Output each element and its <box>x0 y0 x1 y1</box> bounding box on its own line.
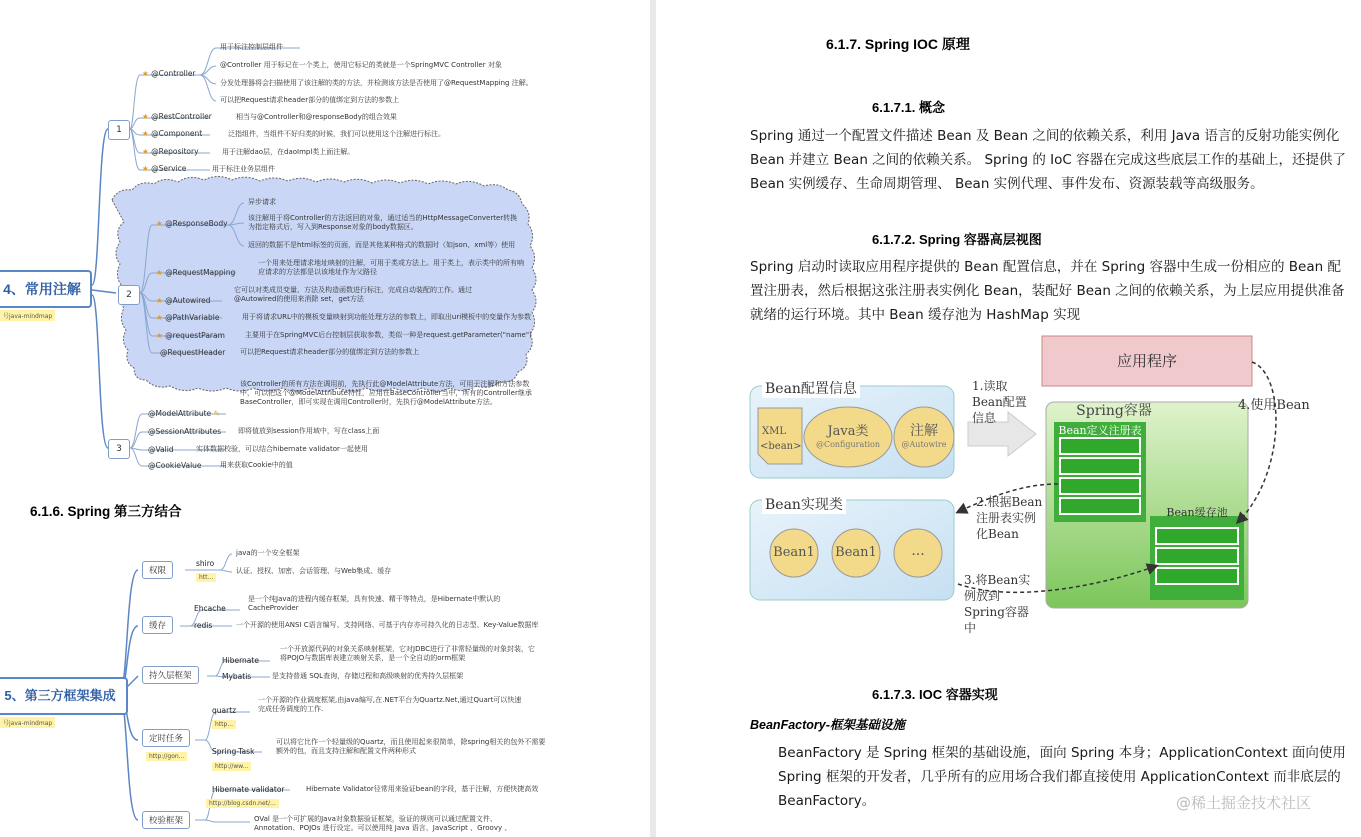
annotation-controller: ★ @Controller <box>142 69 196 78</box>
diagram-app-label: 应用程序 <box>1116 352 1177 370</box>
link-note: http... <box>212 720 236 729</box>
annotation-sessionattributes: @SessionAttributes <box>148 427 222 436</box>
framework-desc: 是一个纯Java的进程内缓存框架，具有快速、精干等特点，是Hibernate中默认的CacheProvider <box>248 595 501 612</box>
framework-name: Ehcache <box>194 604 226 613</box>
right-page <box>656 0 1361 837</box>
link-note: htt... <box>196 573 216 582</box>
framework-name: quartz <box>212 706 237 715</box>
framework-name: redis <box>194 621 213 630</box>
annotation-desc: 该注解用于将Controller的方法返回的对象，通过适当的HttpMessageConverter转换为指定格式后，写入到Response对象的body数据区。 <box>248 214 518 231</box>
section-heading-6172: 6.1.7.2. Spring 容器高层视图 <box>872 232 1042 247</box>
mindmap-root-thirdparty: 5、第三方框架集成 <box>0 677 128 715</box>
section-heading-616: 6.1.6. Spring 第三方结合 <box>30 504 182 519</box>
diagram-step3: 3.将Bean实例放到Spring容器中 <box>964 573 1031 635</box>
annotation-requestheader: @RequestHeader <box>160 348 226 357</box>
category-persistence: 持久层框架 <box>142 666 199 684</box>
priority-icon: ★ <box>156 331 163 340</box>
annotation-desc: 返回的数据不是html标签的页面，而是其他某种格式的数据时（如json、xml等）使用 <box>248 241 516 249</box>
paragraph-concept: Spring 通过一个配置文件描述 Bean 及 Bean 之间的依赖关系，利用 Java 语言的反射功能实例化 Bean 并建立 Bean 之间的依赖关系。 Spring 的 IoC 容器在完成这些底层工作的基础上，还提供了 Bean 实例缓存、生命周期管理、 Bean 实例代理、事件发布、资源装载等高级服务。 <box>750 128 1347 192</box>
annotation-desc: 用于标注业务层组件 <box>212 165 275 173</box>
diagram-bean-label: Bean1 <box>773 545 815 560</box>
watermark: @稀土掘金技术社区 <box>1176 794 1312 812</box>
framework-desc: OVal 是一个可扩展的Java对象数据验证框架，验证的规则可以通过配置文件、Annotation、POJOs 进行设定。可以使用纯 Java 语言、JavaScript 、Groovy 、 <box>254 815 512 832</box>
category-scheduling: 定时任务 <box>142 729 190 747</box>
annotation-desc: 分发处理器将会扫描使用了该注解的类的方法，并检测该方法是否使用了@RequestMapping 注解。 <box>220 79 533 87</box>
paragraph-beanfactory: BeanFactory 是 Spring 框架的基础设施，面向 Spring 本身；ApplicationContext 面向使用 Spring 框架的开发者，几乎所有的应用场合我们都直接使用 ApplicationContext 而非底层的 BeanFactory。 <box>778 745 1346 809</box>
framework-desc: 是支持普通 SQL查询，存储过程和高级映射的优秀持久层框架 <box>272 672 464 680</box>
annotation-desc: 泛指组件，当组件不好归类的时候，我们可以使用这个注解进行标注。 <box>228 130 445 138</box>
priority-icon: ★ <box>142 112 149 121</box>
group-number-3: 3 <box>108 439 130 459</box>
framework-desc: java的一个安全框架 <box>236 549 300 557</box>
category-permission: 权限 <box>142 561 173 579</box>
annotation-desc: 主要用于在SpringMVC后台控制层获取参数，类似一种是request.getParameter("name") <box>245 331 532 339</box>
diagram-step4: 4.使用Bean <box>1238 398 1310 413</box>
priority-icon: ★ <box>156 268 163 277</box>
annotation-responsebody: ★ @ResponseBody <box>156 219 228 228</box>
annotation-desc: 实体数据校验，可以结合hibernate validator一起使用 <box>196 445 368 453</box>
beanfactory-title: BeanFactory-框架基础设施 <box>750 718 905 732</box>
annotation-desc: 相当与@Controller和@responseBody的组合效果 <box>236 113 397 121</box>
link-note: http://blog.csdn.net/... <box>206 799 279 808</box>
annotation-desc: 用于标注控制层组件 <box>220 43 283 51</box>
mindmap-root-annotations: 4、常用注解 <box>0 270 92 308</box>
annotation-autowired: ★ @Autowired <box>156 296 211 305</box>
category-validation: 校验框架 <box>142 811 190 829</box>
diagram-bean-label: ... <box>911 543 925 559</box>
diagram-step1: 1.读取Bean配置信息 <box>972 379 1027 425</box>
annotation-valid: @Valid <box>148 445 174 454</box>
spring-container-diagram <box>746 334 1356 635</box>
section-heading-617: 6.1.7. Spring IOC 原理 <box>826 36 970 52</box>
annotation-desc: 它可以对类成员变量、方法及构造函数进行标注，完成自动装配的工作。通过@Autowired的使用来消除 set，get方法 <box>234 286 472 303</box>
link-note: http://ww... <box>212 762 251 771</box>
annotation-repository: ★ @Repository <box>142 147 199 156</box>
group-number-2: 2 <box>118 285 140 305</box>
diagram-bean-label: Bean1 <box>835 545 877 560</box>
diagram-pool-label: Bean缓存池 <box>1166 506 1228 519</box>
root-tag: 号java-mindmap <box>0 310 55 321</box>
diagram-xml-label: <bean> <box>760 441 802 452</box>
pencil-icon: ✎ <box>213 409 220 418</box>
annotation-component: ★ @Component <box>142 129 203 138</box>
diagram-registry-label: Bean定义注册表 <box>1058 424 1142 437</box>
framework-name: shiro <box>196 559 215 568</box>
priority-icon: ★ <box>142 147 149 156</box>
annotation-desc: 异步请求 <box>248 198 276 206</box>
framework-desc: Hibernate Validator径常用来验证bean的字段，基于注解，方便快捷高效 <box>306 785 539 793</box>
cloud-shape <box>112 177 536 392</box>
diagram-javaclass-sub: @Configuration <box>815 440 881 449</box>
annotation-pathvariable: ★ @PathVariable <box>156 313 220 322</box>
annotation-cookievalue: @CookieValue <box>148 461 202 470</box>
diagram-annotation-label: 注解 <box>910 423 938 439</box>
paragraph-container-view: Spring 启动时读取应用程序提供的 Bean 配置信息，并在 Spring 容器中生成一份相应的 Bean 配置注册表，然后根据这张注册表实例化 Bean，装配好 Bean 之间的依赖关系，为上层应用提供准备就绪的运行环境。其中 Bean 缓存池为 HashMap 实现 <box>750 259 1345 323</box>
link-note: http://gon... <box>146 752 187 761</box>
diagram-xml-label: XML <box>762 426 786 437</box>
root-tag: 号java-mindmap <box>0 717 55 728</box>
annotation-desc: @Controller 用于标记在一个类上，使用它标记的类就是一个SpringMVC Controller 对象 <box>220 61 502 69</box>
section-heading-6171: 6.1.7.1. 概念 <box>872 100 945 115</box>
annotation-desc: 用于将请求URL中的模板变量映射到功能处理方法的参数上，即取出uri模板中的变量作为参数 <box>242 313 532 321</box>
section-heading-6173: 6.1.7.3. IOC 容器实现 <box>872 687 998 702</box>
diagram-javaclass-label: Java类 <box>827 424 869 439</box>
framework-name: Mybatis <box>222 672 252 681</box>
diagram-annotation-sub: @Autowire <box>901 440 947 449</box>
annotation-desc: 可以把Request请求header部分的值绑定到方法的参数上 <box>240 348 420 356</box>
diagram-step2: 2.根据Bean注册表实例化Bean <box>976 495 1043 541</box>
category-cache: 缓存 <box>142 616 173 634</box>
diagram-config-title: Bean配置信息 <box>762 378 860 398</box>
group-number-1: 1 <box>108 120 130 140</box>
annotation-desc: 用来获取Cookie中的值 <box>220 461 293 469</box>
framework-name: Spring-Task <box>212 747 255 756</box>
priority-icon: ★ <box>156 296 163 305</box>
framework-desc: 一个开源的作业调度框架,由java编写,在.NET平台为Quartz.Net,通过Quart可以快速完成任务调度的工作. <box>258 696 522 713</box>
framework-name: Hibernate validator <box>212 785 285 794</box>
diagram-impl-title: Bean实现类 <box>762 494 846 514</box>
annotation-desc: 用于注解dao层，在daoImpl类上面注解。 <box>222 148 355 156</box>
annotation-desc: 该Controller的所有方法在调用前，先执行此@ModelAttribute方法，可用于注解和方法参数中，可以把这个@ModelAttribute特性，应用在BaseController当中，所有的Controller继承BaseController，即可实现在调用Controller时，先执行@ModelAttribute方法。 <box>240 380 532 406</box>
left-page <box>0 0 650 837</box>
annotation-desc: 一个用来处理请求地址映射的注解，可用于类或方法上。用于类上，表示类中的所有响应请求的方法都是以该地址作为父路径 <box>258 259 524 276</box>
priority-icon: ★ <box>142 129 149 138</box>
framework-desc: 可以将它比作一个轻量级的Quartz，而且使用起来很简单，除spring相关的包外不需要额外的包，而且支持注解和配置文件两种形式 <box>276 738 546 755</box>
annotation-requestmapping: ★ @RequestMapping <box>156 268 236 277</box>
framework-desc: 认证、授权、加密、会话管理、与Web集成、缓存 <box>236 567 392 575</box>
framework-desc: 一个开源的使用ANSI C语言编写、支持网络、可基于内存亦可持久化的日志型、Key-Value数据库 <box>236 621 539 629</box>
priority-icon: ★ <box>156 219 163 228</box>
annotation-restcontroller: ★ @RestController <box>142 112 212 121</box>
annotation-desc: 可以把Request请求header部分的值绑定到方法的参数上 <box>220 96 400 104</box>
annotation-service: ★ @Service <box>142 164 187 173</box>
framework-desc: 一个开放源代码的对象关系映射框架，它对JDBC进行了非常轻量级的对象封装，它将POJO与数据库表建立映射关系，是一个全自动的orm框架 <box>280 645 536 662</box>
priority-icon: ★ <box>156 313 163 322</box>
diagram-container-label: Spring容器 <box>1076 403 1152 419</box>
annotation-desc: 即将值放到session作用域中，写在class上面 <box>238 427 380 435</box>
priority-icon: ★ <box>142 69 149 78</box>
annotation-requestparam: ★ @requestParam <box>156 331 225 340</box>
priority-icon: ★ <box>142 164 149 173</box>
framework-name: Hibernate <box>222 656 259 665</box>
annotation-modelattribute: @ModelAttribute ✎ <box>148 409 220 418</box>
